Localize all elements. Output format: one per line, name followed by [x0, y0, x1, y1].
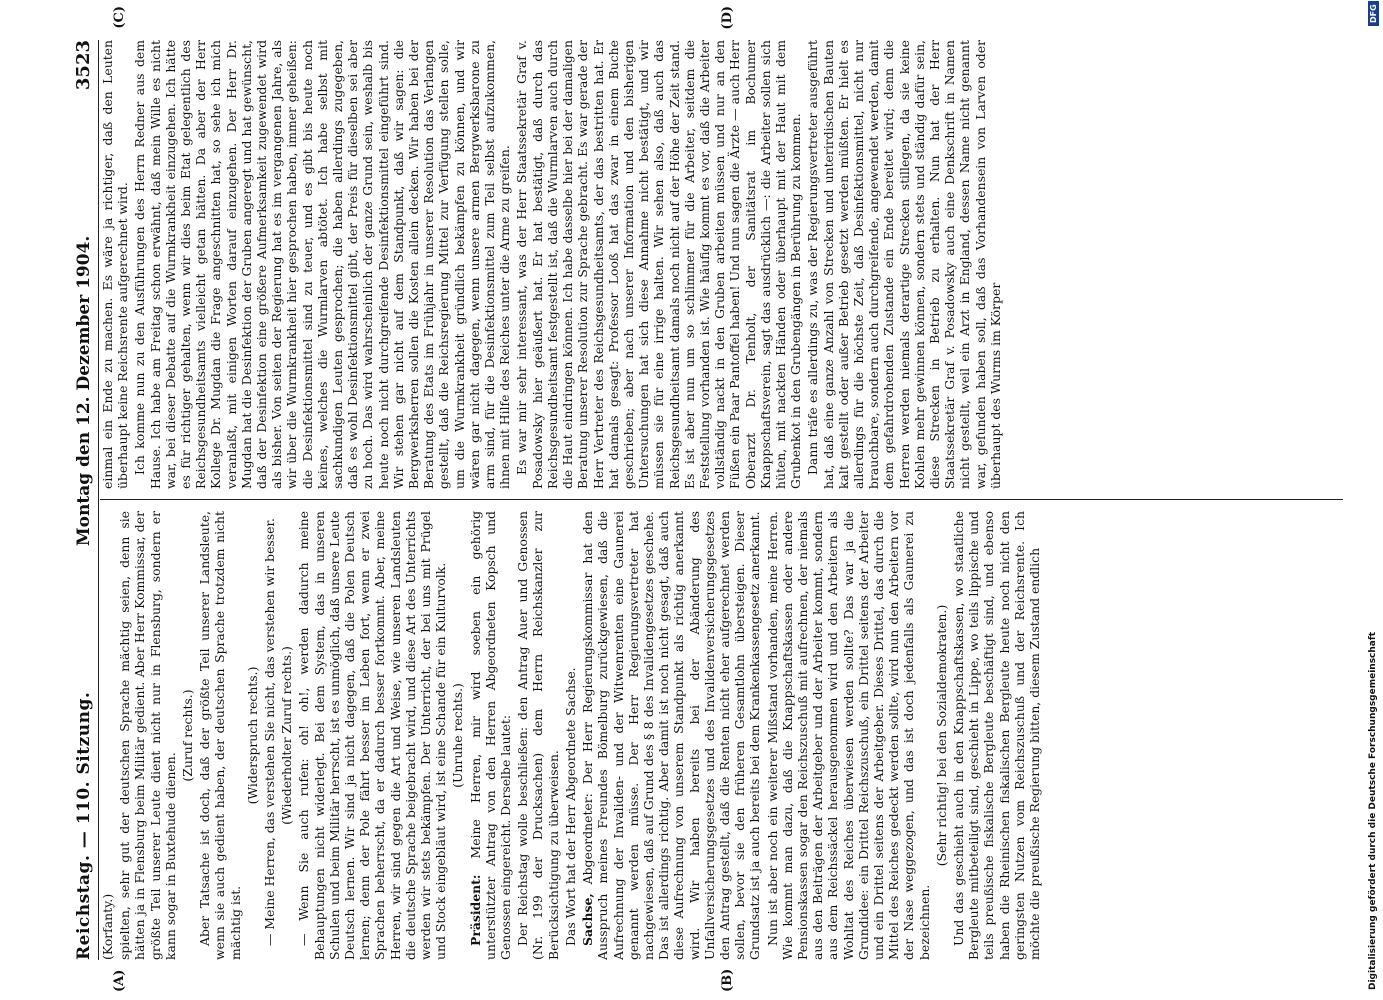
speaker-name: Sachse,: [580, 893, 596, 946]
margin-marker-a: (A): [112, 969, 127, 992]
paragraph: [514, 40, 803, 489]
speaker-name: Präsident:: [467, 874, 483, 946]
paragraph: [100, 511, 115, 960]
paragraph-text: (Zuruf rechts.): [180, 689, 196, 782]
paragraph-text: — Wenn Sie auch rufen: oh! oh!, werden dadurch meine Behauptungen nicht widerlegt. Bei dem System, das in unseren Schulen und beim Militär herrscht, ist es unmöglich, daß unsere Leute Deutsch lernen. Wir sind ja nicht dagegen, daß die Polen Deutsch lernen; denn der Pole fährt besser im Leben fort, wenn er zwei Sprachen beherrscht, da er dadurch besser fortkommt. Aber, meine Herren, wir sind gegen die Art und Weise, wie unseren Landsleuten die deutsche Sprache beigebracht wird, und diese Art des Unterrichts werden wir stets bekämpfen. Der Unterricht, der bei uns mit Prügel und Stock eingebläut wird, ist eine Schande für ein Kulturvolk.: [296, 511, 449, 960]
paragraph-text: (Wiederholter Zuruf rechts.): [279, 646, 295, 825]
dfg-logo: DFG: [1368, 1, 1379, 26]
paragraph-text: Es war mir sehr interessant, was der Herr Staatssekretär Graf v. Posadowsky hier geäußert hat. Er hat bestätigt, daß durch das Reichsgesundheitsamt festgestellt ist, daß die Wurmlarven auch durch die Haut eindringen können. Ich habe dasselbe hier bei der damaligen Beratung unserer Resolution zur Sprache gebracht. Es war gerade der Herr Vertreter des Reichsgesundheitsamts, der das bestritten hat. Er hat damals gesagt: Professor Looß hat das zwar in einem Buche geschrieben; aber nach unserer Information und den bisherigen Untersuchungen hat sich diese Annahme nicht bestätigt, und wir müssen sie für eine irrige halten. Wir sehen also, daß auch das Reichsgesundheitsamt damals noch nicht auf der Höhe der Zeit stand. Es ist aber nun um so schlimmer für die Arbeiter, seitdem die Feststellung vorhanden ist. Wie häufig kommt es vor, daß die Arbeiter vollständig nackt in den Gruben arbeiten müssen und nur an den Füßen ein Paar Pantoffel haben! Und nun sagen die Ärzte — auch Herr Oberarzt Dr. Tenholt, der Sanitätsrat im Bochumer Knappschaftsverein, sagt das ausdrücklich —: die Arbeiter sollen sich hüten, mit nackten Händen oder überhaupt mit der Haut mit dem Grubenkot in den Grubengängen in Berührung zu kommen.: [514, 40, 804, 489]
digitization-note: Digitalisierung gefördert durch die Deutsche Forschungsgemeinschaft: [1368, 631, 1378, 990]
paragraph: [468, 511, 514, 960]
paragraph-text: — Meine Herren, das verstehen Sie nicht, das verstehen wir besser.: [262, 518, 278, 946]
paragraph: [279, 511, 294, 960]
paragraph: [180, 511, 195, 960]
column-divider: [100, 499, 1343, 500]
margin-marker-c: (C): [112, 6, 127, 29]
paragraph-text: (Widerspruch rechts.): [244, 666, 260, 805]
page-number: 3523: [73, 40, 94, 91]
paragraph-text: Meine Herren, mir wird soeben ein gehörig unterstützter Antrag von den Herren Abgeordneten Kopsch und Genossen eingereicht. Derselbe lautet:: [467, 511, 514, 960]
paragraph-text: Und das geschieht auch in den Knappschaftskassen, wo staatliche Bergleute mitbeteiligt sind, geschieht in Lippe, wo teils lippische und teils preußische fiskalische Bergleute beschäftigt sind, und ebenso haben die Rheinischen fiskalischen Bergleute heute noch nicht den geringsten Nutzen vom Reichszuschuß und der Reichsrente. Ich möchte die preußische Regierung bitten, diesem Zustand endlich: [950, 511, 1042, 960]
text-columns: [100, 40, 1343, 960]
paragraph-text: spielten, sehr gut der deutschen Sprache mächtig seien, denn sie hätten ja in Flensburg beim Militär gedient. Aber Herr Kommissar, der größte Teil unserer Leute dient nicht nur in Flensburg, sondern er kann sogar in Buxtehude dienen.: [117, 511, 178, 960]
paragraph: [245, 511, 260, 960]
paragraph: [765, 511, 932, 960]
paragraph: [515, 511, 561, 960]
paragraph-text: (Unruhe rechts.): [450, 683, 466, 788]
paragraph-text: Dann träfe es allerdings zu, was der Regierungsvertreter ausgeführt hat, daß eine ganze Anzahl von Strecken und unterirdischen Bauten kalt gestellt oder außer Betrieb gesetzt werden müßten. Er hielt es allerdings für die höchste Zeit, daß Desinfektionsmittel, nicht nur brauchbare, sondern auch durchgreifende, angewendet werden, damit dem gefahrdrohenden Zustande ein Ende bereitet wird; denn die Herren werden niemals derartige Strecken stillegen, da sie keine Kohlen mehr gewinnen können, sondern stets und ständig dafür sein, diese Strecken in Betrieb zu erhalten. Nun hat der Herr Staatssekretär Graf v. Posadowsky auch eine Denkschrift in Namen nicht gestellt, weil ein Arzt in England, dessen Name nicht genannt war, gefunden haben soll, daß das Vorhandensein von Larven oder überhaupt des Wurms im Körper: [805, 40, 1003, 489]
paragraph: [262, 511, 277, 960]
paragraph-text: Aber Tatsache ist doch, daß der größte Teil unserer Landsleute, wenn sie auch gedient haben, der deutschen Sprache trotzdem nicht mächtig ist.: [197, 511, 243, 960]
paragraph-text: Ich komme nun zu den Ausführungen des Herrn Redner aus dem Hause. Ich habe am Freitag schon erwähnt, daß mein Wille es nicht war, bei dieser Debatte auf die Wurmkrankheit einzugehen. Ich hätte es für richtiger gehalten, wenn wir dies beim Etat gelegentlich des Reichsgesundheitsamts vielleicht getan hätten. Da aber der Herr Kollege Dr. Mugdan die Frage angeschnitten hat, so sehe ich mich veranlaßt, mit einigen Worten darauf einzugehen. Der Herr Dr. Mugdan hat die Desinfektion der Gruben angeregt und hat gewünscht, daß der Desinfektion eine größere Aufmerksamkeit zugewendet wird als bisher. Von seiten der Regierung hat es im vergangenen Jahre, als wir über die Wurmkrankheit hier gesprochen haben, immer geheißen: die Desinfektionsmittel sind zu teuer, und es gibt bis heute noch keines, welches die Wurmlarven abtötet. Ich habe selbst mit sachkundigen Leuten gesprochen; die haben allerdings zugegeben, daß es wohl Desinfektionsmittel gibt, der Preis für dieselben sei aber zu hoch. Das wird wahrscheinlich der ganze Grund sein, weshalb bis heute noch nicht durchgreifende Desinfektionsmittel eingeführt sind. Wir stehen gar nicht auf dem Standpunkt, daß wir sagen: die Bergwerksherren sollen die Kosten allein decken. Wir haben bei der Beratung des Etats im Frühjahr in unserer Resolution das Verlangen gestellt, daß die Reichsregierung Mittel zur Verfügung stellen solle, um die Wurmkrankheit gründlich bekämpfen zu können, und wir wären gar nicht dagegen, wenn unsere armen Bergwerksbarone zu arm sind, für die Desinfektionsmittel zum Teil selbst aufzukommen, ihnen mit Hilfe des Reiches unter die Arme zu greifen.: [132, 40, 513, 489]
paragraph: [296, 511, 448, 960]
paragraph-text: einmal ein Ende zu machen. Es wäre ja richtiger, daß den Leuten überhaupt keine Reichsrente aufgerechnet wird.: [100, 40, 131, 489]
header-date: Montag den 12. Dezember 1904.: [74, 235, 94, 547]
paragraph-text: Nun ist aber noch ein weiterer Mißstand vorhanden, meine Herren. Wie kommt man dazu, daß die Knappschaftskassen oder andere Pensionskassen sogar den Reichszuschuß mit aufrechnen, der niemals aus den Beiträgen der Arbeitgeber und der Arbeiter kommt, sondern aus dem Reichssäckel herausgenommen wird und den Arbeitern als Wohltat des Reiches überwiesen werden sollte? Das war ja die Grundidee: ein Drittel Reichszuschuß, ein Drittel seitens der Arbeiter und ein Drittel seitens der Arbeitgeber. Dieses Drittel, das durch die Mittel des Reiches gedeckt werden sollte, wird nun den Arbeitern vor der Nase weggezogen, und das ist doch jedenfalls als Gaunerei zu bezeichnen.: [764, 511, 932, 960]
left-column: [100, 511, 1343, 960]
paragraph-text: Der Reichstag wolle beschließen: den Antrag Auer und Genossen (Nr. 199 der Drucksachen) dem Herrn Reichskanzler zur Berücksichtigung zu überweisen.: [515, 511, 561, 960]
paragraph-text: Das Wort hat der Herr Abgeordnete Sachse.: [562, 667, 578, 946]
paragraph: [197, 511, 243, 960]
paragraph: [580, 511, 762, 960]
paragraph: [563, 511, 578, 960]
header-session: Reichstag. — 110. Sitzung.: [74, 691, 94, 960]
paragraph: [132, 40, 512, 489]
margin-marker-b: (B): [720, 968, 735, 992]
paragraph: [805, 40, 1003, 489]
paragraph: [934, 511, 949, 960]
page-header: [58, 40, 99, 960]
paragraph-text: (Korfanty.): [100, 893, 115, 960]
margin-marker-d: (D): [720, 6, 735, 30]
paragraph-text: (Sehr richtig! bei den Sozialdemokraten.): [933, 604, 949, 867]
right-column: [100, 40, 1343, 489]
paragraph: [100, 40, 130, 489]
paragraph: [117, 511, 178, 960]
paragraph-text: Abgeordneter: Der Herr Regierungskommissar hat den Ausspruch meines Freundes Bömelburg zurückgewiesen, daß die Aufrechnung der Invaliden- und der Witwenrenten eine Gaunerei genannt werden müsse. Der Herr Regierungsvertreter hat nachgewiesen, daß auf Grund des § 8 des Invalidengesetzes geschehe. Das ist allerdings richtig. Aber damit ist noch nicht gesagt, daß auch diese Aufrechnung von unserem Standpunkt als richtig anerkannt wird. Wir haben bereits bei der Abänderung des Unfallversicherungsgesetzes und des Invalidenversicherungsgesetzes den Antrag gestellt, daß die Renten nicht eher aufgerechnet werden sollen, bevor sie den früheren Gesamtlohn übersteigen. Dieser Grundsatz ist ja auch bereits bei dem Krankenkassengesetz anerkannt.: [580, 511, 763, 960]
paragraph: [951, 511, 1042, 960]
paragraph: [450, 511, 465, 960]
